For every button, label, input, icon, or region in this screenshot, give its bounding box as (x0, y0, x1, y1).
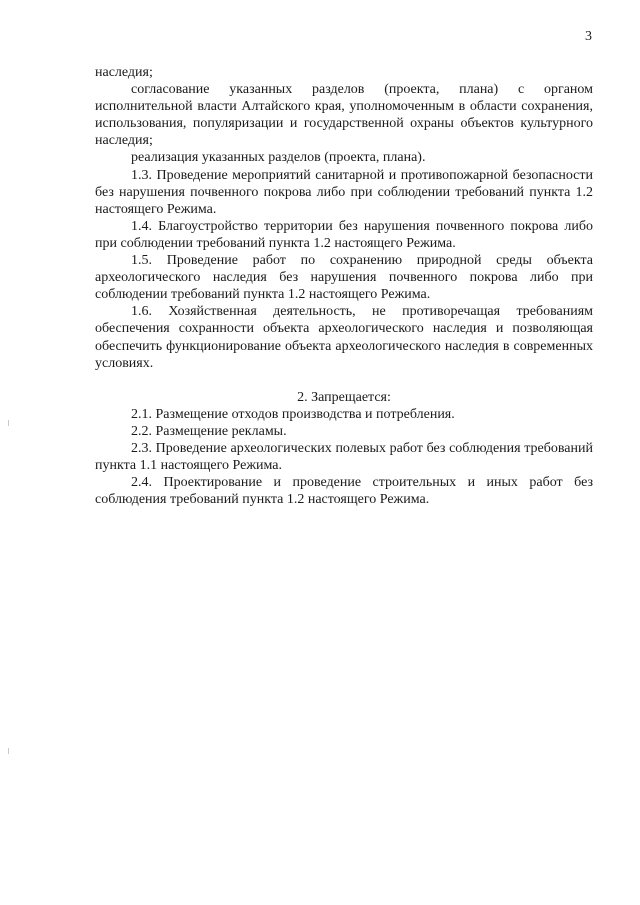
paragraph-1-6: 1.6. Хозяйственная деятельность, не противоречащая требованиям обеспечения сохранности объекта археологического наследия и позволяющая обеспечить функционирование объекта археологического наследия в современных условиях. (95, 304, 593, 371)
paragraph-approval: согласование указанных разделов (проекта, плана) с органом исполнительной власти Алтайского края, уполномоченным в области сохранения, использования, популяризации и государственной охраны объектов культурного наследия; (95, 82, 593, 149)
document-body (95, 64, 593, 508)
paragraph-implementation: реализация указанных разделов (проекта, плана). (131, 150, 426, 166)
section-2-heading: 2. Запрещается: (297, 389, 391, 405)
scan-margin-mark (8, 748, 9, 754)
paragraph-2-4: 2.4. Проектирование и проведение строительных и иных работ без соблюдения требований пункта 1.2 настоящего Режима. (95, 475, 593, 508)
paragraph-1-3: 1.3. Проведение мероприятий санитарной и противопожарной безопасности без нарушения почвенного покрова либо при соблюдении требований пункта 1.2 настоящего Режима. (95, 167, 593, 217)
page-number: 3 (585, 29, 592, 44)
paragraph-1-4: 1.4. Благоустройство территории без нарушения почвенного покрова либо при соблюдении требований пункта 1.2 настоящего Режима. (95, 218, 593, 251)
paragraph-continuation: наследия; (95, 65, 153, 80)
scan-margin-mark (8, 420, 9, 426)
paragraph-1-5: 1.5. Проведение работ по сохранению природной среды объекта археологического наследия без нарушения почвенного покрова либо при соблюдении требований пункта 1.2 настоящего Режима. (95, 253, 593, 303)
paragraph-2-1: 2.1. Размещение отходов производства и потребления. (131, 406, 455, 422)
paragraph-2-2: 2.2. Размещение рекламы. (131, 423, 287, 439)
paragraph-2-3: 2.3. Проведение археологических полевых работ без соблюдения требований пункта 1.1 настоящего Режима. (95, 440, 593, 474)
